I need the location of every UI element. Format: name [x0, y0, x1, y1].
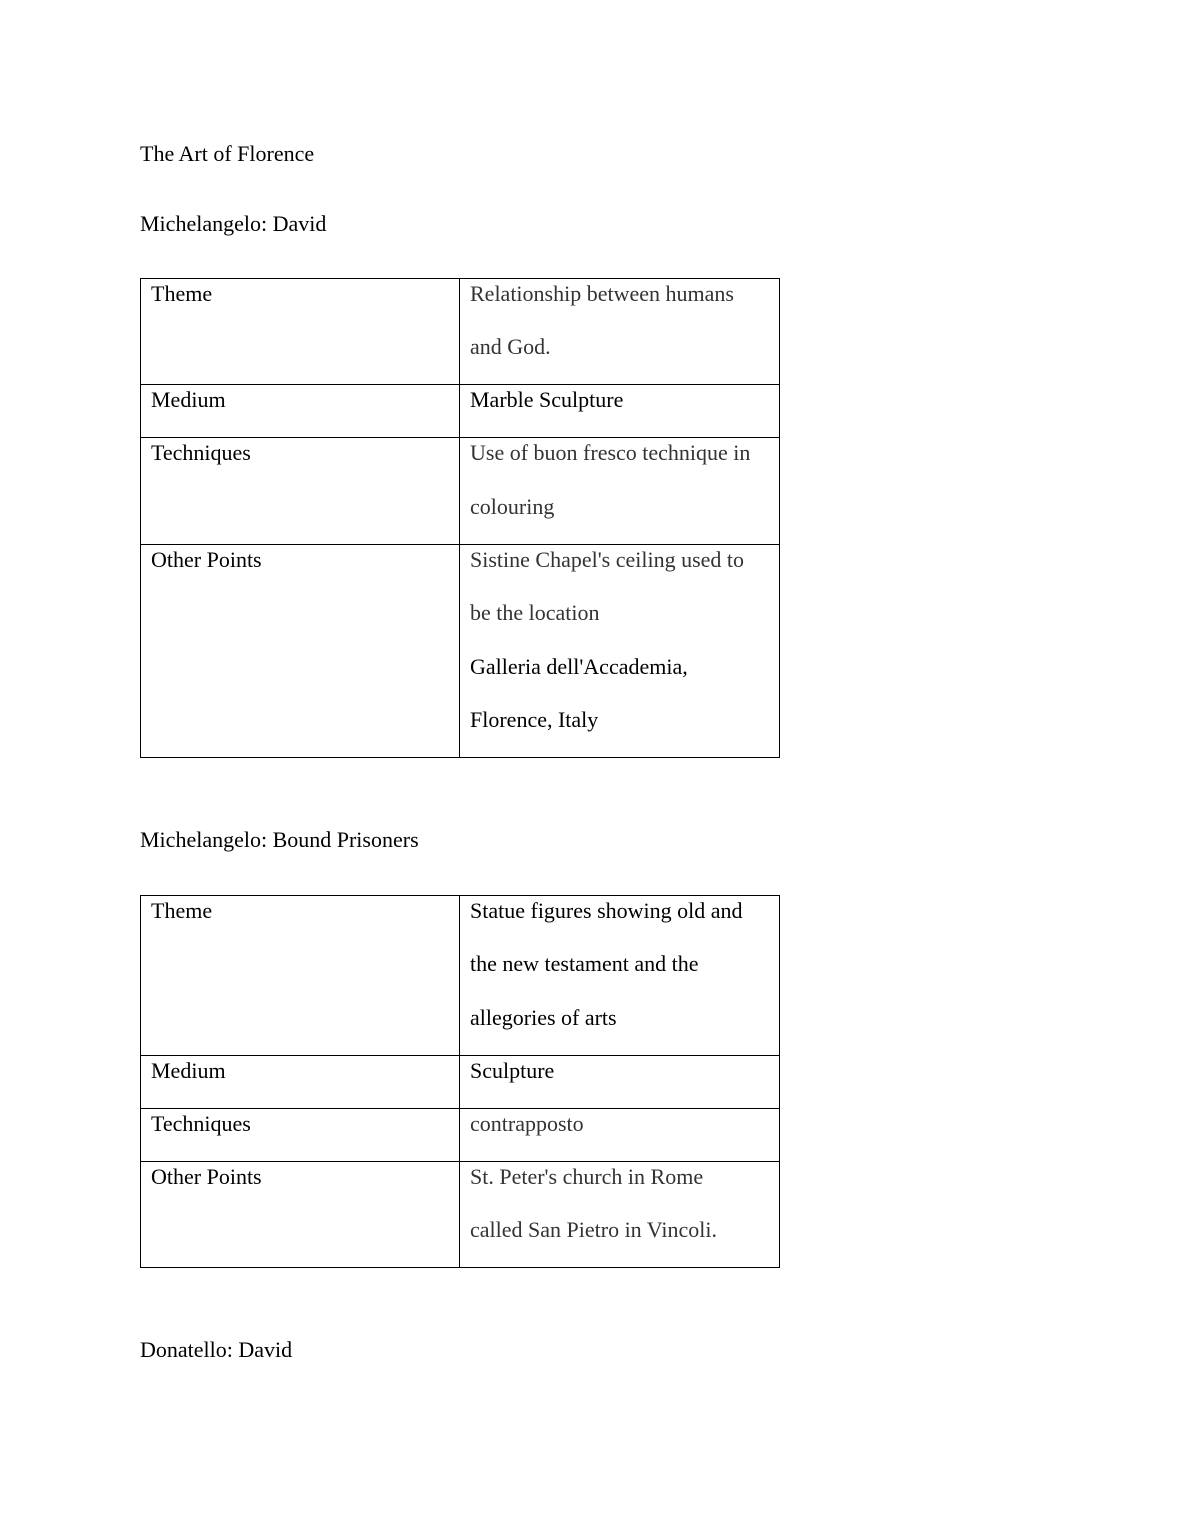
- row-value: [460, 896, 780, 1056]
- row-label: Other Points: [141, 544, 460, 757]
- document-title: The Art of Florence: [140, 141, 315, 166]
- value-line: colouring: [470, 493, 555, 519]
- value-line: allegories of arts: [470, 1004, 617, 1030]
- value-line: Marble Sculpture: [470, 387, 624, 413]
- row-label: Other Points: [141, 1161, 460, 1267]
- value-line: Galleria dell'Accademia,: [470, 653, 688, 679]
- row-value: [460, 1161, 780, 1267]
- row-value: [460, 544, 780, 757]
- row-value: [460, 279, 780, 385]
- table-row: [141, 1108, 780, 1161]
- row-value: [460, 438, 780, 544]
- value-line: Sculpture: [470, 1057, 555, 1083]
- value-line: Florence, Italy: [470, 706, 599, 732]
- row-label: Techniques: [141, 1108, 460, 1161]
- value-line: and God.: [470, 334, 551, 360]
- value-line: Sistine Chapel's ceiling used to: [470, 546, 745, 572]
- row-label: Medium: [141, 385, 460, 438]
- value-line: Relationship between humans: [470, 281, 734, 306]
- value-line: St. Peter's church in Rome: [470, 1163, 704, 1189]
- value-line: called San Pietro in Vincoli.: [470, 1217, 717, 1243]
- table-row: [141, 385, 780, 438]
- table-row: [141, 544, 780, 757]
- row-value: [460, 385, 780, 438]
- value-line: contrapposto: [470, 1110, 584, 1136]
- section-heading-michelangelo-bound-prisoners: Michelangelo: Bound Prisoners: [140, 827, 419, 852]
- row-label: Medium: [141, 1055, 460, 1108]
- table-row: [141, 438, 780, 544]
- table-row: [141, 279, 780, 385]
- table-row: [141, 896, 780, 1056]
- value-line: Use of buon fresco technique in: [470, 440, 751, 466]
- value-line: Statue figures showing old and: [470, 898, 743, 923]
- row-value: [460, 1055, 780, 1108]
- value-line: the new testament and the: [470, 951, 699, 977]
- section-heading-donatello-david: Donatello: David: [140, 1337, 293, 1362]
- row-label: Theme: [141, 896, 460, 1056]
- table-row: [141, 1161, 780, 1267]
- row-label: Theme: [141, 279, 460, 385]
- row-value: [460, 1108, 780, 1161]
- section-heading-michelangelo-david: Michelangelo: David: [140, 211, 327, 236]
- michelangelo-david-table: [140, 278, 780, 758]
- row-label: Techniques: [141, 438, 460, 544]
- table-row: [141, 1055, 780, 1108]
- michelangelo-bound-prisoners-table: [140, 895, 780, 1268]
- value-line: be the location: [470, 600, 600, 626]
